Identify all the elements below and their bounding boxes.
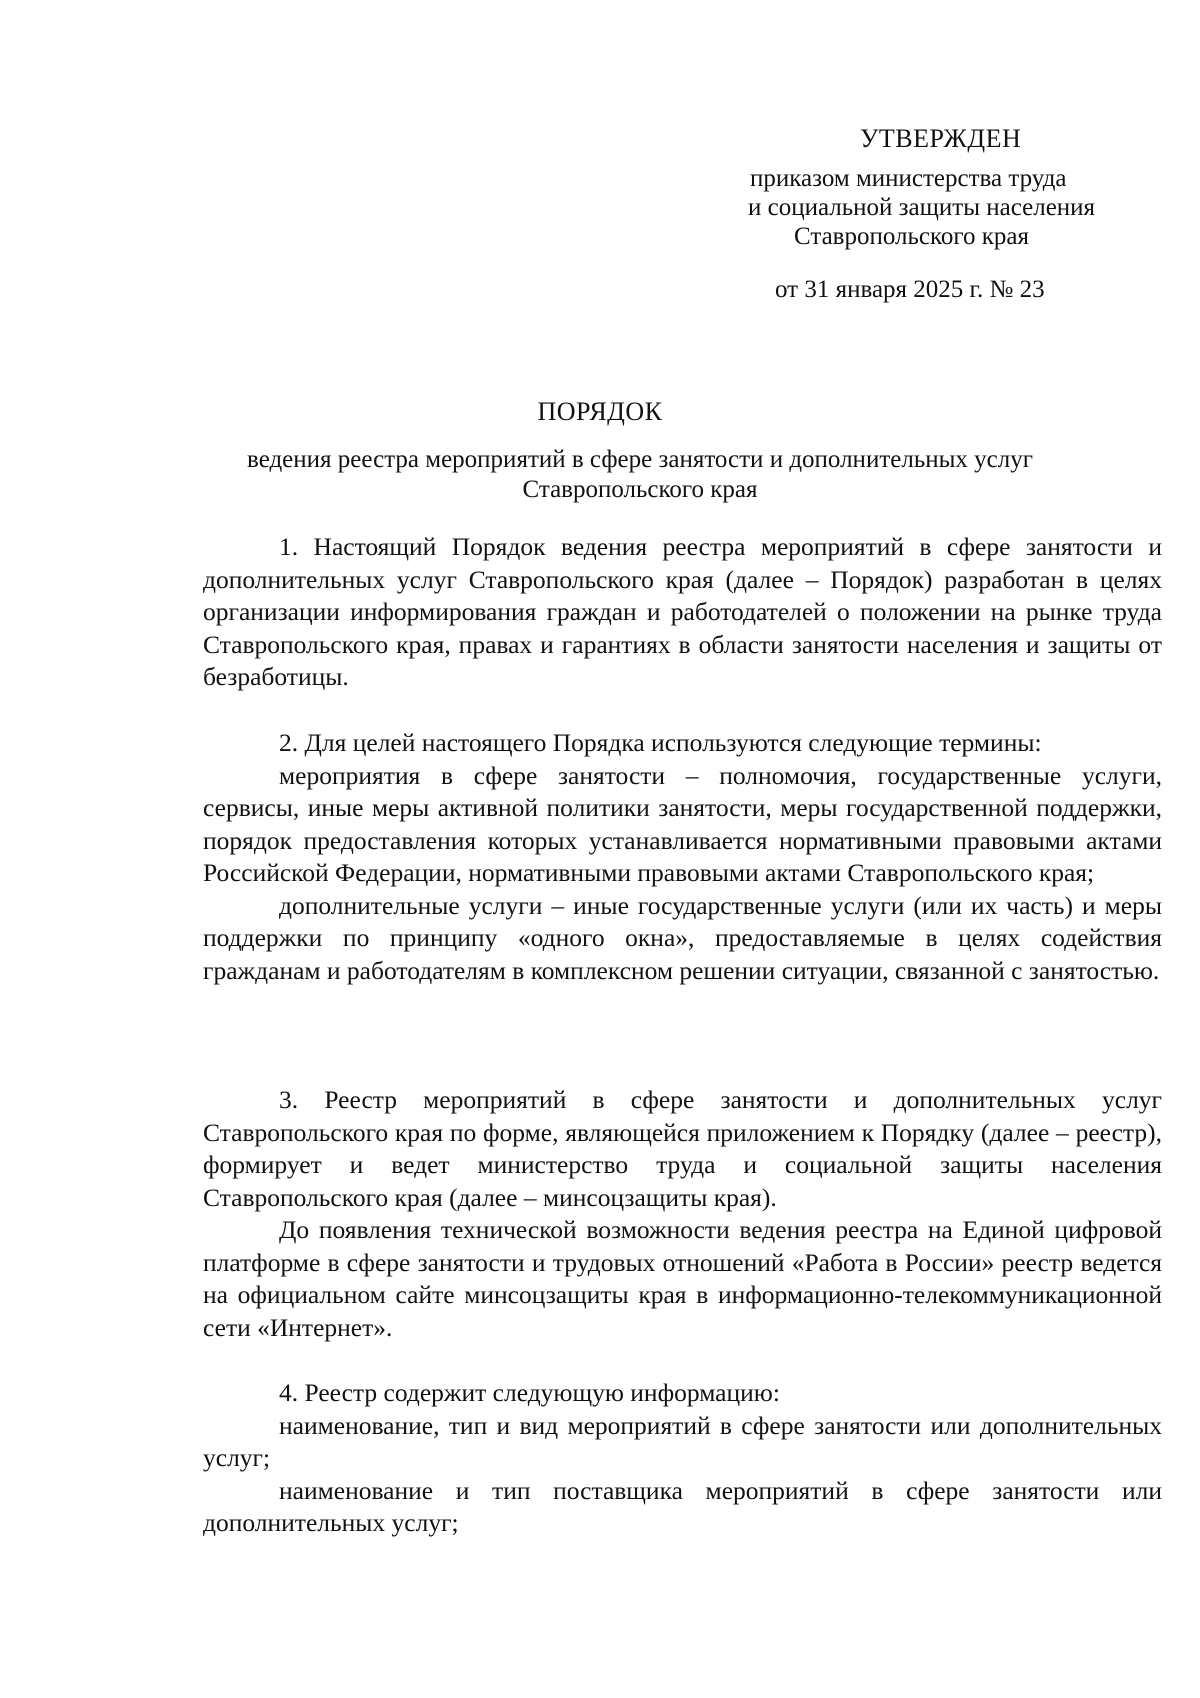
section-1-paragraph: 1. Настоящий Порядок ведения реестра мероприятий в сфере занятости и дополнительных услуг Ставропольского края (далее – Порядок) разработан в целях организации информирования граждан и работодателей о положении на рынке труда Ставропольского края, правах и гарантиях в области занятости населения и защиты от безработицы. <box>203 532 1162 691</box>
section-3 <box>203 1084 1162 1344</box>
document-subtitle <box>180 445 1100 505</box>
approval-order-line3: Ставропольского края <box>794 223 1029 250</box>
section-3-paragraph-2: До появления технической возможности ведения реестра на Единой цифровой платформе в сфере занятости и трудовых отношений «Работа в России» реестр ведется на официальном сайте минсоцзащиты края в информационно-телекоммуникационной сети «Интернет». <box>203 1215 1162 1342</box>
approval-title: УТВЕРЖДЕН <box>860 124 1022 153</box>
section-4-item-2: наименование и тип поставщика мероприятий в сфере занятости или дополнительных услуг; <box>203 1475 1162 1537</box>
approval-date: от 31 января 2025 г. № 23 <box>775 276 1045 303</box>
approval-order-line2: и социальной защиты населения <box>748 194 1096 221</box>
section-2-intro: 2. Для целей настоящего Порядка используются следующие термины: <box>279 728 1042 757</box>
approval-order-line1: приказом министерства труда <box>750 165 1067 192</box>
document-subtitle-line2: Ставропольского края <box>522 476 758 503</box>
section-2 <box>203 727 1162 987</box>
section-4 <box>203 1377 1162 1540</box>
document-subtitle-line1: ведения реестра мероприятий в сфере занятости и дополнительных услуг <box>247 446 1033 473</box>
section-4-intro: 4. Реестр содержит следующую информацию: <box>279 1378 780 1407</box>
section-3-paragraph-1: 3. Реестр мероприятий в сфере занятости и дополнительных услуг Ставропольского края по форме, являющейся приложением к Порядку (далее – реестр), формирует и ведет министерство труда и социальной защиты населения Ставропольского края (далее – минсоцзащиты края). <box>203 1085 1162 1212</box>
section-4-item-1: наименование, тип и вид мероприятий в сфере занятости или дополнительных услуг; <box>203 1410 1162 1472</box>
document-title: ПОРЯДОК <box>537 397 663 426</box>
section-1 <box>203 531 1162 694</box>
section-2-term-employment-measures: мероприятия в сфере занятости – полномочия, государственные услуги, сервисы, иные меры активной политики занятости, меры государственной поддержки, порядок предоставления которых устанавливается нормативными правовыми актами Российской Федерации, нормативными правовыми актами Ставропольского края; <box>203 760 1162 887</box>
section-2-term-additional-services: дополнительные услуги – иные государственные услуги (или их часть) и меры поддержки по принципу «одного окна», предоставляемые в целях содействия гражданам и работодателям в комплексном решении ситуации, связанной с занятостью. <box>203 890 1162 985</box>
